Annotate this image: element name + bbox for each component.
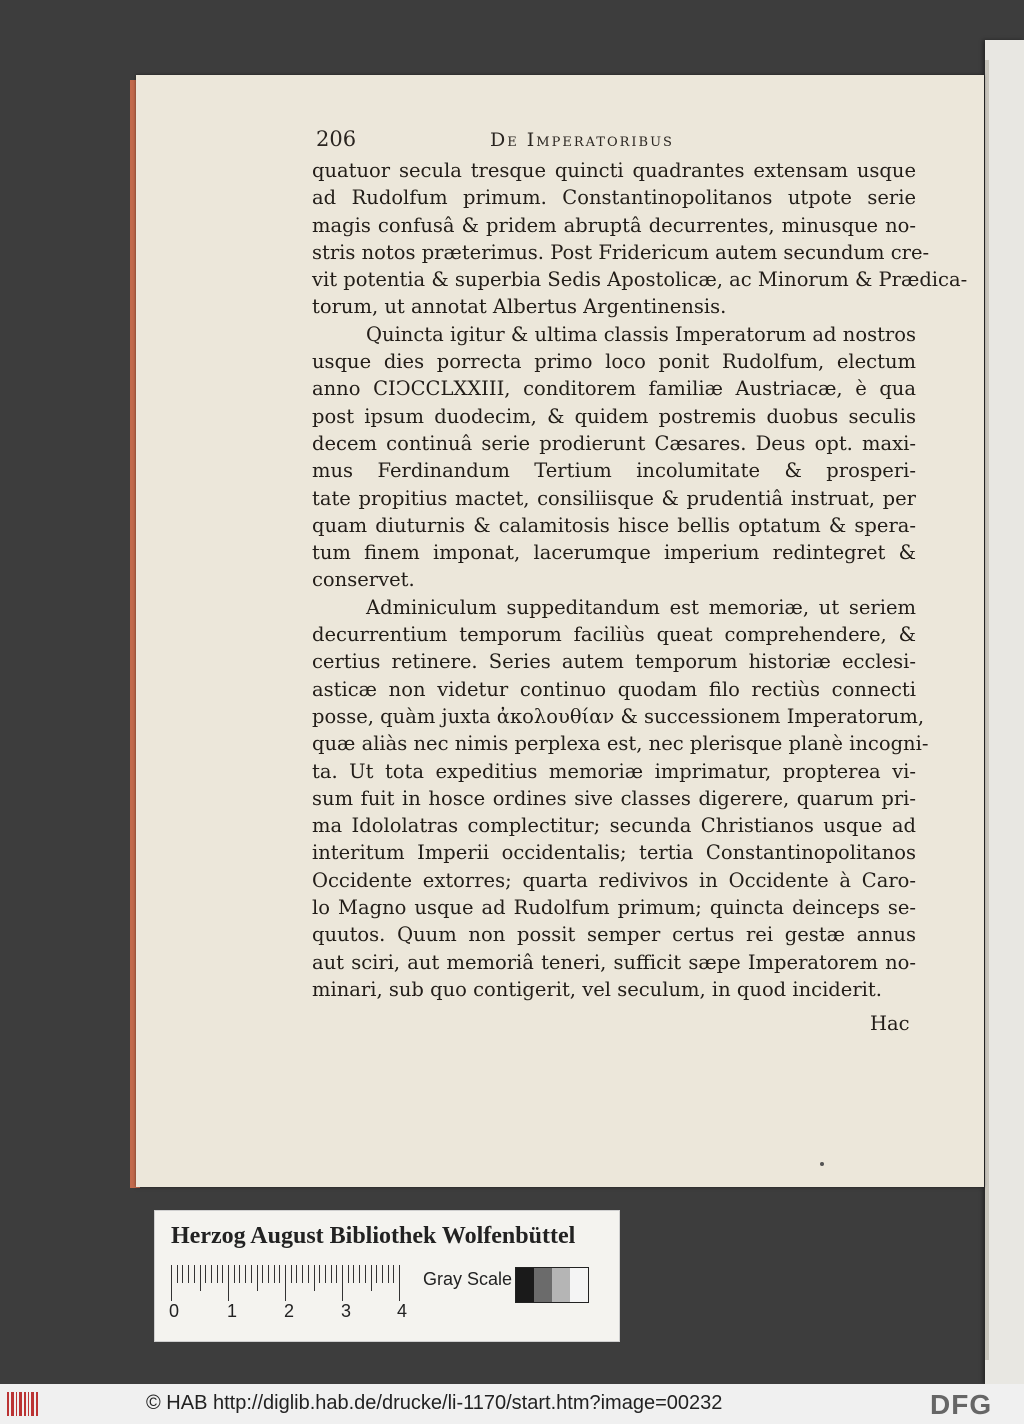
ruler-label: 1 — [227, 1301, 238, 1321]
ruler-tick — [365, 1265, 366, 1283]
adjacent-page-edge — [985, 60, 989, 1360]
text-line: tum finem imponat, lacerumque imperium redintegret & — [312, 541, 916, 565]
ruler-tick — [325, 1265, 326, 1283]
ruler-tick — [182, 1265, 183, 1283]
ruler-tick — [268, 1265, 269, 1283]
text-line: quatuor secula tresque quincti quadrantes extensam usque — [312, 159, 916, 182]
running-head — [316, 127, 756, 157]
text-line: Quincta igitur & ultima classis Imperatorum ad nostros — [366, 322, 916, 346]
text-line: decurrentium temporum faciliùs queat comprehendere, & — [312, 623, 916, 647]
ruler-tick — [382, 1265, 383, 1283]
ruler-tick — [348, 1265, 349, 1283]
text-line: conservet. — [312, 568, 415, 592]
library-color-card — [154, 1210, 620, 1342]
footer-bar — [0, 1384, 1024, 1424]
text-line: quutos. Quum non possit semper certus rei gestæ annus — [312, 923, 916, 947]
ruler-tick — [274, 1265, 275, 1283]
ruler-tick — [222, 1265, 223, 1283]
ruler-tick — [245, 1265, 246, 1283]
text-line: magis confusâ & pridem abruptâ decurrentes, minusque no- — [312, 213, 916, 237]
ruler-tick — [285, 1265, 286, 1301]
text-line: lo Magno usque ad Rudolfum primum; quincta deinceps se- — [312, 896, 916, 920]
text-line: post ipsum duodecim, & quidem postremis duobus seculis — [312, 404, 916, 428]
ruler-tick — [359, 1265, 360, 1283]
ruler-tick — [291, 1265, 292, 1283]
ruler-scale — [171, 1265, 411, 1301]
grayscale-swatch — [534, 1268, 552, 1302]
ruler-tick — [336, 1265, 337, 1283]
text-line: Occidente extorres; quarta redivivos in Occidente à Caro- — [312, 868, 916, 892]
ruler-tick — [188, 1265, 189, 1283]
ruler-tick — [211, 1265, 212, 1283]
text-line: tate propitius mactet, consiliisque & prudentiâ instruat, per — [312, 486, 916, 510]
source-link[interactable]: © HAB http://diglib.hab.de/drucke/li-1170/start.htm?image=00232 — [146, 1392, 723, 1414]
text-line: Adminiculum suppeditandum est memoriæ, ut seriem — [366, 595, 916, 619]
ruler-tick — [376, 1265, 377, 1283]
text-line: decem continuâ serie prodierunt Cæsares. Deus opt. maxi- — [312, 431, 916, 455]
library-name: Herzog August Bibliothek Wolfenbüttel — [171, 1223, 576, 1249]
ruler-tick — [399, 1265, 400, 1301]
text-line: ma Idololatras complectitur; secunda Christianos usque ad — [312, 814, 916, 838]
text-line: interitum Imperii occidentalis; tertia Constantinopolitanos — [312, 841, 916, 865]
ruler-tick — [319, 1265, 320, 1283]
ruler-tick — [194, 1265, 195, 1283]
ruler-tick — [200, 1265, 201, 1291]
ruler-tick — [296, 1265, 297, 1283]
ruler-tick — [251, 1265, 252, 1283]
ruler-label: 4 — [397, 1301, 408, 1321]
grayscale-swatch — [570, 1268, 588, 1302]
ruler-tick — [371, 1265, 372, 1291]
text-line: sum fuit in hosce ordines sive classes digerere, quarum pri- — [312, 786, 916, 810]
ruler-label: 0 — [169, 1301, 180, 1321]
text-line: mus Ferdinandum Tertium incolumitate & prosperi- — [312, 459, 916, 483]
ruler-tick — [177, 1265, 178, 1283]
grayscale-swatch — [552, 1268, 570, 1302]
text-line: quam diuturnis & calamitosis hisce bellis optatum & spera- — [312, 513, 916, 537]
text-line: certius retinere. Series autem temporum historiæ ecclesi- — [312, 650, 916, 674]
text-line: anno CIↃCCLXXIII, conditorem familiæ Austriacæ, è qua — [312, 377, 916, 401]
ruler-tick — [234, 1265, 235, 1283]
dfg-logo: DFG — [930, 1389, 993, 1420]
page-heading: De Imperatoribus — [490, 129, 674, 151]
page-number: 206 — [316, 127, 357, 151]
barcode-logo-icon — [6, 1390, 40, 1418]
ruler-tick — [331, 1265, 332, 1283]
ruler-tick — [262, 1265, 263, 1283]
ink-dot — [820, 1162, 824, 1166]
catchword: Hac — [870, 1012, 910, 1035]
ruler-tick — [205, 1265, 206, 1283]
ruler-tick — [239, 1265, 240, 1283]
text-line: vit potentia & superbia Sedis Apostolicæ, ac Minorum & Prædica- — [312, 268, 968, 292]
adjacent-page — [985, 40, 1024, 1384]
text-line: stris notos præterimus. Post Fridericum autem secundum cre- — [312, 240, 930, 264]
ruler-tick — [228, 1265, 229, 1301]
text-line: posse, quàm juxta ἀκολουθίαν & successionem Imperatorum, — [312, 704, 925, 728]
ruler-tick — [353, 1265, 354, 1283]
ruler-tick — [388, 1265, 389, 1283]
text-line: torum, ut annotat Albertus Argentinensis. — [312, 295, 727, 319]
ruler-tick — [314, 1265, 315, 1291]
grayscale-label: Gray Scale — [423, 1269, 513, 1289]
ruler-tick — [279, 1265, 280, 1283]
grayscale-swatch — [516, 1268, 534, 1302]
text-line: usque dies porrecta primo loco ponit Rudolfum, electum — [312, 350, 916, 374]
ruler-tick — [342, 1265, 343, 1301]
ruler-label: 3 — [341, 1301, 352, 1321]
ruler-label: 2 — [284, 1301, 295, 1321]
ruler-tick — [393, 1265, 394, 1283]
grayscale-swatches — [515, 1267, 589, 1303]
ruler-tick — [257, 1265, 258, 1291]
text-line: minari, sub quo contigerit, vel seculum, in quod inciderit. — [312, 977, 882, 1001]
ruler-tick — [302, 1265, 303, 1283]
ruler-tick — [171, 1265, 172, 1301]
body-text — [312, 157, 968, 1003]
text-line: aut sciri, aut memoriâ teneri, sufficit sæpe Imperatorem no- — [312, 950, 916, 974]
text-line: asticæ non videtur continuo quodam filo rectiùs connecti — [312, 677, 916, 701]
text-line: quæ aliàs nec nimis perplexa est, nec plerisque planè incogni- — [312, 732, 929, 756]
ruler-tick — [308, 1265, 309, 1283]
ruler-tick — [217, 1265, 218, 1283]
text-line: ta. Ut tota expeditius memoriæ imprimatur, propterea vi- — [312, 759, 916, 783]
text-line: ad Rudolfum primum. Constantinopolitanos utpote serie — [312, 186, 916, 210]
